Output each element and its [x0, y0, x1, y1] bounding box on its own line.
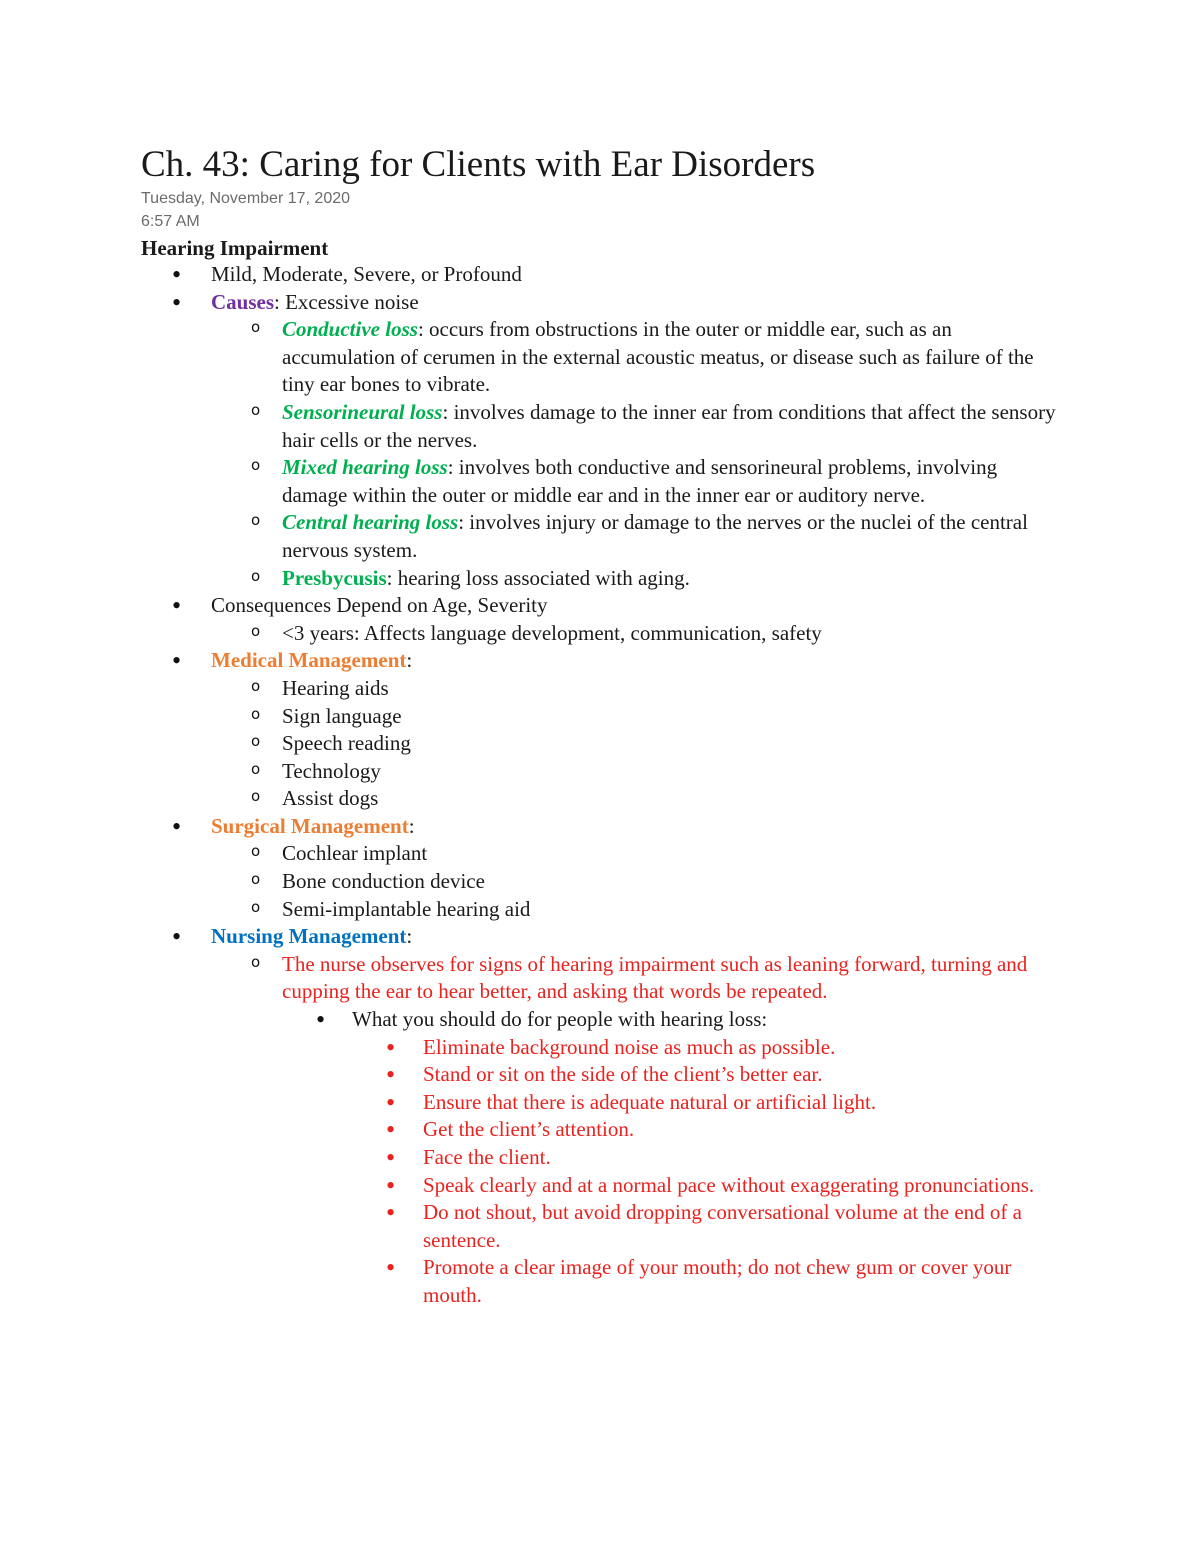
list-item-cause [0, 316, 1062, 399]
cause-text: : hearing loss associated with aging. [386, 565, 690, 590]
medical-colon: : [406, 648, 413, 673]
list-item-tip [0, 1116, 1063, 1144]
list-item-causes [0, 289, 1061, 593]
list-item-medical-option [0, 785, 1062, 813]
levels-text: Mild, Moderate, Severe, or Profound [211, 262, 522, 286]
medical-sublist [0, 675, 1061, 813]
surgical-label: Surgical Management [211, 813, 409, 838]
medical-option-text: Technology [282, 758, 381, 783]
tip-text: Stand or sit on the side of the client’s better ear. [423, 1062, 823, 1087]
list-item-medical-option [0, 730, 1062, 758]
tip-text: Promote a clear image of your mouth; do not chew gum or cover your mouth. [423, 1255, 1012, 1307]
list-item-consequences [0, 592, 1061, 647]
cause-text: : involves damage to the inner ear from conditions that affect the sensory hair cells or the nerves. [282, 399, 1056, 452]
note-date: Tuesday, November 17, 2020 [141, 190, 351, 207]
tip-text: Face the client. [423, 1145, 551, 1169]
cause-text: : involves injury or damage to the nerves or the nuclei of the central nervous system. [282, 510, 1028, 562]
list-item-medical-option [0, 675, 1062, 703]
consequences-text: Consequences Depend on Age, Severity [211, 593, 548, 618]
tip-text: Eliminate background noise as much as possible. [423, 1034, 836, 1059]
surgical-sublist [0, 840, 1061, 923]
page-title: Ch. 43: Caring for Clients with Ear Disorders [141, 144, 816, 185]
consequence-text: <3 years: Affects language development, communication, safety [282, 620, 822, 645]
tip-text: Do not shout, but avoid dropping conversational volume at the end of a sentence. [423, 1200, 1022, 1252]
consequences-sublist [0, 620, 1061, 648]
list-item-nursing-observe [0, 951, 1062, 1310]
list-item-tip [0, 1089, 1063, 1117]
list-item-tip [0, 1199, 1063, 1254]
surgical-colon: : [408, 813, 415, 838]
medical-label: Medical Management [211, 648, 407, 673]
list-item-surgical-option [0, 868, 1062, 896]
surgical-option-text: Cochlear implant [282, 841, 428, 866]
nursing-actions-list [0, 1006, 1062, 1310]
outline-list [0, 261, 1200, 1310]
list-item-tip [0, 1254, 1063, 1309]
list-item-cause [0, 565, 1062, 593]
nursing-label: Nursing Management [211, 924, 407, 949]
causes-label: Causes [211, 289, 275, 314]
list-item-tip [0, 1034, 1063, 1062]
list-item-nursing [0, 923, 1061, 1309]
medical-option-text: Hearing aids [282, 675, 389, 700]
note-time: 6:57 AM [141, 213, 200, 230]
list-item-medical-option [0, 703, 1062, 731]
cause-text: : involves both conductive and sensorineural problems, involving damage within the outer or middle ear and in the inner ear or auditory nerve. [282, 455, 998, 507]
medical-option-text: Sign language [282, 703, 402, 728]
list-item-medical-option [0, 758, 1062, 786]
what-to-do-text: What you should do for people with hearing loss: [352, 1007, 768, 1032]
list-item-cause [0, 454, 1062, 509]
nursing-sublist [0, 951, 1061, 1310]
list-item-surgical-option [0, 896, 1062, 924]
medical-option-text: Assist dogs [282, 786, 379, 811]
list-item-what-to-do [0, 1006, 1062, 1310]
nursing-observe-text: The nurse observes for signs of hearing impairment such as leaning forward, turning and cupping the ear to hear better, and asking that words be repeated. [282, 951, 1028, 1004]
cause-term: Conductive loss [282, 317, 418, 342]
tip-text: Get the client’s attention. [423, 1117, 635, 1142]
cause-term: Sensorineural loss [282, 399, 443, 424]
nursing-colon: : [406, 924, 413, 949]
causes-text: : Excessive noise [274, 289, 419, 314]
list-item-cause [0, 509, 1062, 564]
list-item-consequence [0, 620, 1062, 648]
list-item-cause [0, 399, 1062, 454]
list-item-tip [0, 1144, 1063, 1172]
list-item-tip [0, 1061, 1063, 1089]
surgical-option-text: Semi-implantable hearing aid [282, 896, 531, 921]
list-item-medical [0, 647, 1061, 813]
list-item-levels [0, 261, 1061, 289]
list-item-tip [0, 1172, 1063, 1200]
cause-text: : occurs from obstructions in the outer or middle ear, such as an accumulation of cerumen in the external acoustic meatus, or disease such as failure of the tiny ear bones to vibrate. [282, 317, 1034, 397]
tip-text: Speak clearly and at a normal pace without exaggerating pronunciations. [423, 1172, 1035, 1197]
list-item-surgical-option [0, 840, 1062, 868]
note-body [0, 261, 1200, 1310]
section-heading: Hearing Impairment [141, 236, 329, 260]
cause-term: Mixed hearing loss [282, 455, 448, 480]
cause-term: Presbycusis [282, 565, 387, 590]
medical-option-text: Speech reading [282, 731, 411, 756]
tips-list [0, 1034, 1062, 1310]
surgical-option-text: Bone conduction device [282, 869, 485, 894]
tip-text: Ensure that there is adequate natural or artificial light. [423, 1089, 877, 1114]
causes-sublist [0, 316, 1061, 592]
list-item-surgical [0, 813, 1061, 923]
cause-term: Central hearing loss [282, 510, 459, 535]
